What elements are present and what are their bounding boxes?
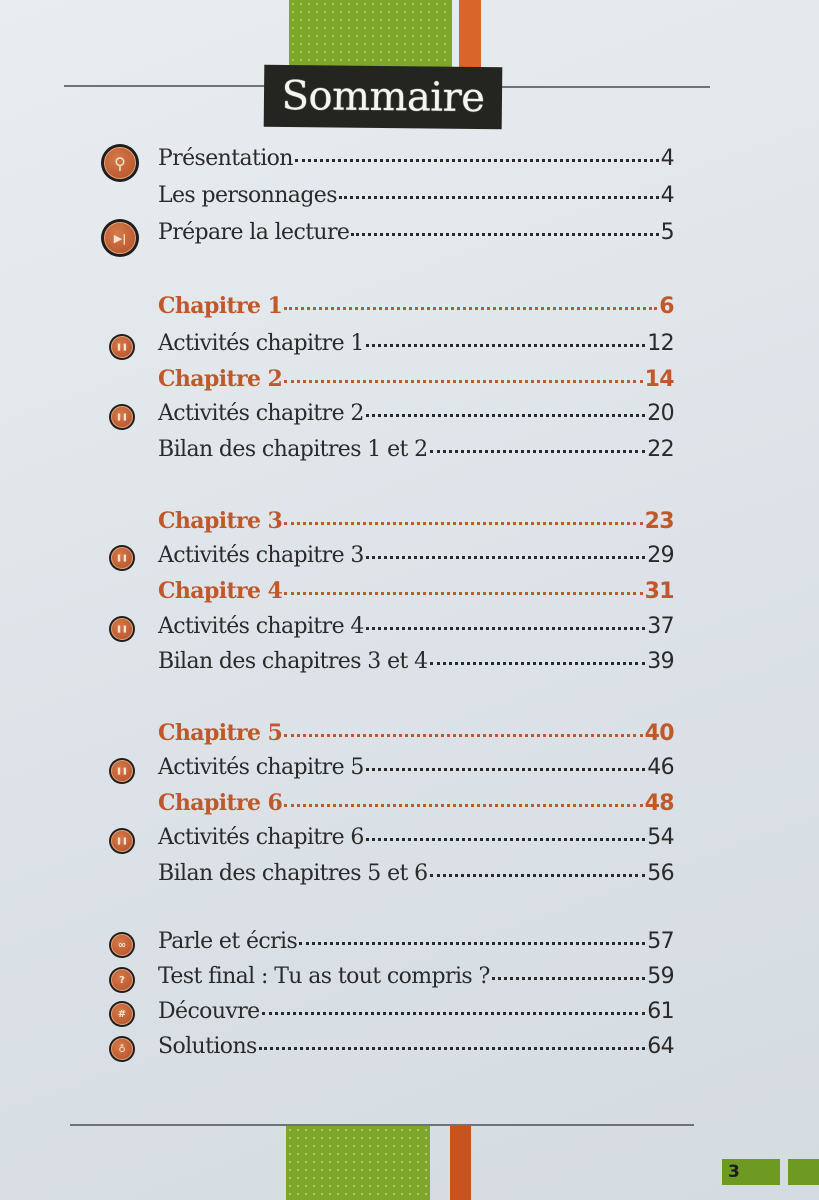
- toc-entry-page: 46: [647, 755, 674, 780]
- dot-leader: [430, 450, 646, 453]
- pause-icon: ❚❚: [109, 616, 135, 642]
- top-green-band: [289, 0, 452, 70]
- toc-entry-activites-3[interactable]: [158, 543, 674, 577]
- dot-leader: [284, 380, 642, 383]
- toc-entry-label: Chapitre 3: [158, 508, 283, 534]
- toc-entry-page: 59: [647, 964, 674, 989]
- dot-leader: [259, 1047, 646, 1050]
- toc-entry-label: Les personnages: [158, 183, 337, 208]
- toc-entry-activites-5[interactable]: [158, 755, 674, 789]
- toc-entry-solutions[interactable]: [158, 1034, 674, 1068]
- dot-leader: [299, 942, 645, 945]
- toc-entry-chapitre-5[interactable]: [158, 720, 674, 754]
- toc-entry-page: 39: [647, 649, 674, 674]
- toc-entry-page: 64: [647, 1034, 674, 1059]
- toc-entry-presentation[interactable]: [158, 146, 674, 180]
- toc-entry-page: 29: [647, 543, 674, 568]
- header-rule-left: [64, 85, 274, 87]
- toc-entry-page: 61: [647, 999, 674, 1024]
- lightbulb-icon: ♁: [109, 1036, 135, 1062]
- bottom-green-band: [286, 1126, 430, 1200]
- toc-entry-activites-6[interactable]: [158, 825, 674, 859]
- dot-leader: [351, 233, 658, 236]
- toc-entry-chapitre-3[interactable]: [158, 508, 674, 542]
- toc-entry-label: Parle et écris: [158, 929, 298, 954]
- toc-entry-label: Bilan des chapitres 5 et 6: [158, 861, 428, 886]
- dot-leader: [295, 159, 659, 162]
- dot-leader: [339, 196, 659, 199]
- page-tab-decoration: [788, 1159, 819, 1185]
- toc-entry-label: Chapitre 2: [158, 366, 283, 392]
- toc-entry-chapitre-1[interactable]: [158, 293, 674, 327]
- toc-entry-page: 54: [647, 825, 674, 850]
- toc-entry-page: 40: [644, 721, 674, 746]
- dot-leader: [284, 804, 642, 807]
- toc-entry-page: 23: [644, 509, 674, 534]
- toc-entry-page: 57: [647, 929, 674, 954]
- dot-leader: [430, 662, 646, 665]
- toc-entry-label: Activités chapitre 4: [158, 614, 364, 639]
- skip-forward-icon: ▶|: [101, 219, 139, 257]
- toc-entry-personnages[interactable]: [158, 183, 674, 217]
- pause-icon: ❚❚: [109, 758, 135, 784]
- toc-entry-activites-2[interactable]: [158, 401, 674, 435]
- dot-leader: [262, 1012, 646, 1015]
- toc-entry-page: 20: [647, 401, 674, 426]
- toc-entry-label: Test final : Tu as tout compris ?: [158, 964, 490, 989]
- toc-entry-decouvre[interactable]: [158, 999, 674, 1033]
- bottom-orange-band: [450, 1126, 471, 1200]
- dot-leader: [366, 838, 645, 841]
- toc-entry-page: 22: [647, 437, 674, 462]
- toc-entry-label: Chapitre 5: [158, 720, 283, 746]
- toc-entry-chapitre-2[interactable]: [158, 366, 674, 400]
- dot-leader: [430, 874, 646, 877]
- toc-entry-page: 56: [647, 861, 674, 886]
- title-banner: [264, 65, 503, 129]
- toc-entry-page: 6: [659, 294, 674, 319]
- pause-icon: ❚❚: [109, 828, 135, 854]
- pause-icon: ❚❚: [109, 334, 135, 360]
- toc-entry-chapitre-6[interactable]: [158, 790, 674, 824]
- globe-icon: #: [109, 1001, 135, 1027]
- toc-entry-bilan-3-4[interactable]: [158, 649, 674, 683]
- toc-entry-label: Chapitre 1: [158, 293, 283, 319]
- toc-entry-activites-1[interactable]: [158, 331, 674, 365]
- toc-entry-page: 14: [644, 367, 674, 392]
- dot-leader: [492, 977, 646, 980]
- page-title: Sommaire: [281, 72, 485, 122]
- dot-leader: [284, 592, 642, 595]
- dot-leader: [366, 556, 645, 559]
- toc-entry-parle-ecris[interactable]: [158, 929, 674, 963]
- pause-icon: ❚❚: [109, 545, 135, 571]
- dot-leader: [366, 344, 645, 347]
- header-rule-right: [500, 86, 710, 88]
- toc-entry-label: Activités chapitre 6: [158, 825, 364, 850]
- dot-leader: [366, 414, 645, 417]
- toc-entry-label: Découvre: [158, 999, 260, 1024]
- toc-entry-page: 4: [660, 183, 674, 208]
- magnifier-icon: ⚲: [101, 144, 139, 182]
- toc-entry-page: 4: [660, 146, 674, 171]
- toc-entry-label: Bilan des chapitres 3 et 4: [158, 649, 428, 674]
- dot-leader: [284, 307, 657, 310]
- toc-entry-bilan-1-2[interactable]: [158, 437, 674, 471]
- toc-entry-label: Activités chapitre 5: [158, 755, 364, 780]
- dot-leader: [284, 522, 642, 525]
- toc-entry-label: Présentation: [158, 146, 293, 171]
- toc-entry-label: Bilan des chapitres 1 et 2: [158, 437, 428, 462]
- toc-entry-label: Activités chapitre 3: [158, 543, 364, 568]
- toc-entry-page: 37: [647, 614, 674, 639]
- toc-entry-label: Chapitre 4: [158, 578, 283, 604]
- toc-entry-label: Solutions: [158, 1034, 257, 1059]
- speech-icon: ∞: [109, 932, 135, 958]
- toc-entry-activites-4[interactable]: [158, 614, 674, 648]
- toc-entry-page: 48: [644, 791, 674, 816]
- toc-entry-label: Prépare la lecture: [158, 220, 350, 245]
- dot-leader: [366, 627, 645, 630]
- toc-entry-page: 12: [647, 331, 674, 356]
- toc-entry-test-final[interactable]: [158, 964, 674, 998]
- toc-entry-page: 31: [644, 579, 674, 604]
- toc-entry-label: Chapitre 6: [158, 790, 283, 816]
- top-orange-band: [459, 0, 481, 70]
- dot-leader: [366, 768, 645, 771]
- dot-leader: [284, 734, 642, 737]
- pause-icon: ❚❚: [109, 404, 135, 430]
- question-icon: ?: [109, 967, 135, 993]
- toc-entry-page: 5: [660, 220, 674, 245]
- toc-entry-bilan-5-6[interactable]: [158, 861, 674, 895]
- toc-entry-chapitre-4[interactable]: [158, 578, 674, 612]
- toc-entry-prepare-lecture[interactable]: [158, 220, 674, 254]
- toc-entry-label: Activités chapitre 1: [158, 331, 364, 356]
- page-number: 3: [722, 1159, 780, 1185]
- toc-entry-label: Activités chapitre 2: [158, 401, 364, 426]
